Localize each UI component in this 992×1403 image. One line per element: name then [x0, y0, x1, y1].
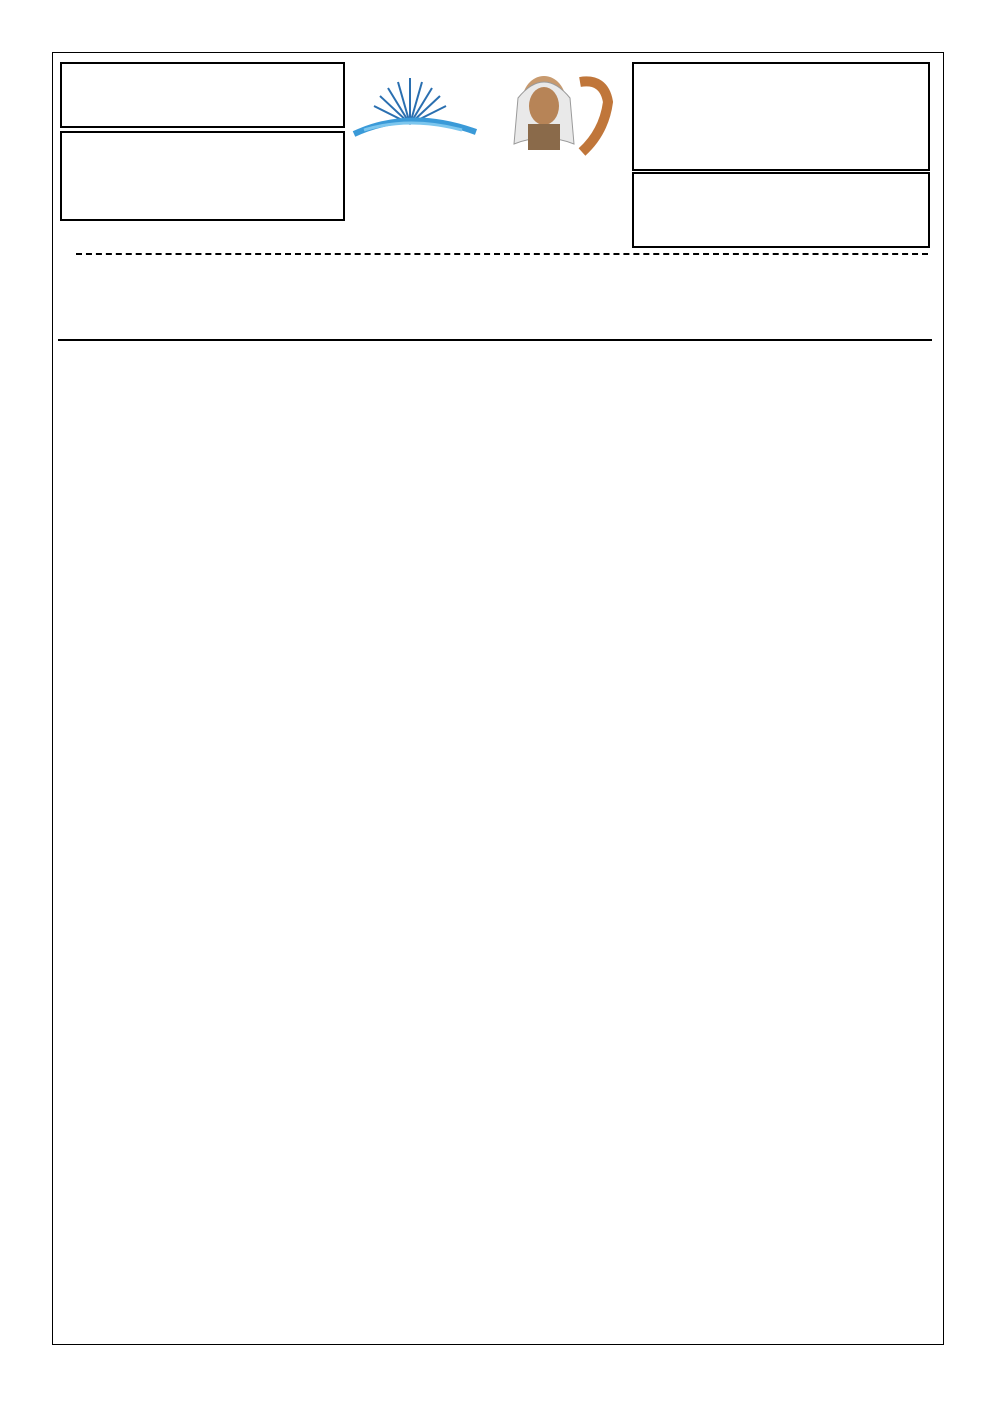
zayed-year-logo — [498, 62, 616, 180]
indicators-divider — [58, 339, 932, 341]
dashed-divider — [76, 253, 928, 255]
school-logo — [346, 72, 486, 182]
ministry-box — [632, 62, 930, 171]
topic-box — [60, 131, 345, 221]
subject-date-box — [60, 62, 345, 128]
student-info-box — [632, 172, 930, 248]
date-row — [260, 98, 333, 119]
